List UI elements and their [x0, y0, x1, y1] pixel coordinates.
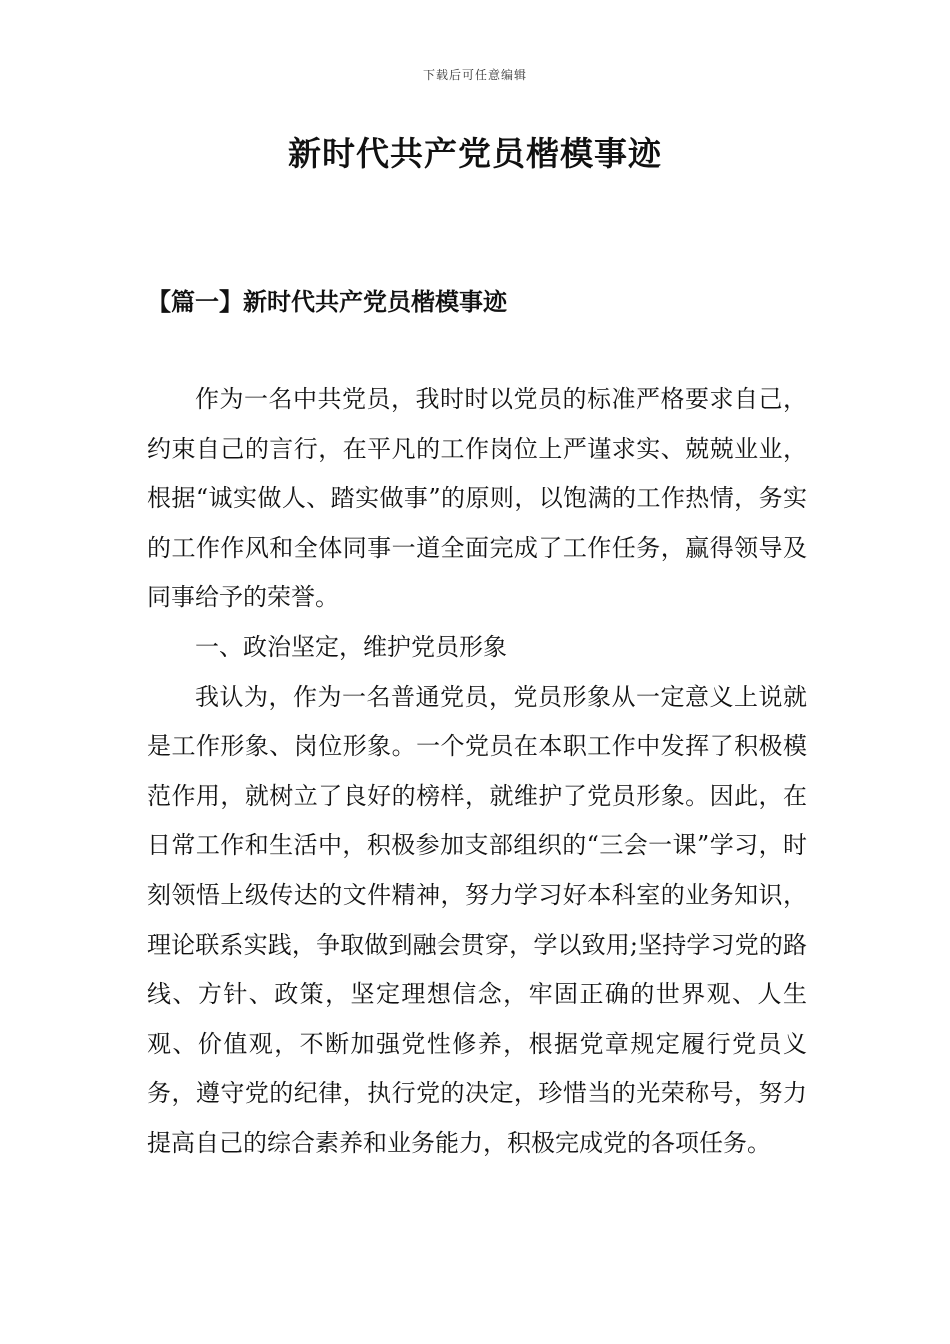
paragraph-intro: 作为一名中共党员，我时时以党员的标准严格要求自己，约束自己的言行，在平凡的工作岗位上严谨求实、兢兢业业，根据“诚实做人、踏实做事”的原则，以饱满的工作热情，务实的工作作风和全体同事一道全面完成了工作任务，赢得领导及同事给予的荣誉。: [147, 385, 807, 612]
document-body: [147, 375, 807, 1169]
document-title: 新时代共产党员楷模事迹: [288, 134, 662, 173]
header-note: 下载后可任意编辑: [422, 68, 527, 82]
section-heading: 【篇一】新时代共产党员楷模事迹: [147, 287, 507, 316]
paragraph-party-image: 我认为，作为一名普通党员，党员形象从一定意义上说就是工作形象、岗位形象。一个党员在本职工作中发挥了积极模范作用，就树立了良好的榜样，就维护了党员形象。因此，在日常工作和生活中，积极参加支部组织的“三会一课”学习，时刻领悟上级传达的文件精神，努力学习好本科室的业务知识，理论联系实践，争取做到融会贯穿，学以致用;坚持学习党的路线、方针、政策，坚定理想信念，牢固正确的世界观、人生观、价值观，不断加强党性修养，根据党章规定履行党员义务，遵守党的纪律，执行党的决定，珍惜当的光荣称号，努力提高自己的综合素养和业务能力，积极完成党的各项任务。: [147, 682, 807, 1157]
subheading-political: 一、政治坚定，维护党员形象: [195, 632, 507, 661]
